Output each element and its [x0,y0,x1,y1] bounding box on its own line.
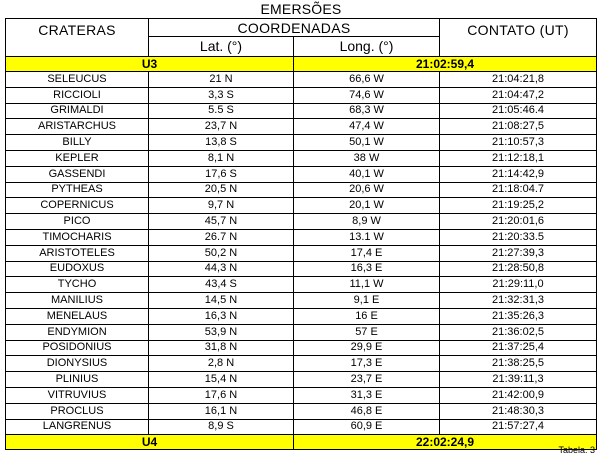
crater-name: MANILIUS [6,293,149,309]
crater-longitude: 74,6 W [294,87,440,103]
start-band-time: 21:02:59,4 [294,57,597,72]
contact-time: 21:29:11,0 [440,277,597,293]
crater-latitude: 53,9 N [149,324,294,340]
table-row [6,340,597,356]
contact-time: 21:42:00,9 [440,387,597,403]
table-row [6,372,597,388]
table-row [6,387,597,403]
table-row [6,293,597,309]
crater-latitude: 8,9 S [149,419,294,435]
table-row [6,103,597,119]
table-row [6,356,597,372]
crater-name: ARISTOTELES [6,245,149,261]
contact-time: 21:10:57,3 [440,135,597,151]
crater-longitude: 20,6 W [294,182,440,198]
crater-name: COPERNICUS [6,198,149,214]
table-row [6,403,597,419]
crater-longitude: 68,3 W [294,103,440,119]
contact-time: 21:19:25,2 [440,198,597,214]
crater-latitude: 9,7 N [149,198,294,214]
crater-name: TYCHO [6,277,149,293]
crater-latitude: 44,3 N [149,261,294,277]
crater-name: GRIMALDI [6,103,149,119]
crater-latitude: 13,8 S [149,135,294,151]
contact-time: 21:12:18,1 [440,150,597,166]
contact-time: 21:18:04.7 [440,182,597,198]
table-row [6,198,597,214]
table-row [6,324,597,340]
crater-latitude: 16,1 N [149,403,294,419]
crater-latitude: 20,5 N [149,182,294,198]
crater-name: SELEUCUS [6,72,149,88]
crater-longitude: 11,1 W [294,277,440,293]
crater-latitude: 17,6 S [149,166,294,182]
contact-time: 21:04:47,2 [440,87,597,103]
table-row [6,119,597,135]
crater-latitude: 8,1 N [149,150,294,166]
crater-latitude: 45,7 N [149,214,294,230]
contact-time: 21:14:42,9 [440,166,597,182]
crater-name: PROCLUS [6,403,149,419]
crater-longitude: 66,6 W [294,72,440,88]
crater-longitude: 20,1 W [294,198,440,214]
crater-latitude: 17,6 N [149,387,294,403]
contact-time: 21:35:26,3 [440,308,597,324]
crater-latitude: 26.7 N [149,229,294,245]
header-long: Long. (°) [294,37,440,57]
emersions-table [5,18,597,450]
crater-name: BILLY [6,135,149,151]
end-band-row [6,435,597,450]
crater-latitude: 50,2 N [149,245,294,261]
crater-latitude: 15,4 N [149,372,294,388]
table-row [6,166,597,182]
table-row [6,135,597,151]
crater-latitude: 5.5 S [149,103,294,119]
table-caption: EMERSÕES [260,1,342,17]
contact-time: 21:20:33.5 [440,229,597,245]
table-row [6,229,597,245]
contact-time: 21:57:27,4 [440,419,597,435]
contact-time: 21:27:39,3 [440,245,597,261]
end-band-time: 22:02:24,9 [294,435,597,450]
crater-name: POSIDONIUS [6,340,149,356]
crater-longitude: 40,1 W [294,166,440,182]
crater-latitude: 3,3 S [149,87,294,103]
crater-name: TIMOCHARIS [6,229,149,245]
contact-time: 21:38:25,5 [440,356,597,372]
crater-longitude: 16 E [294,308,440,324]
crater-name: ARISTARCHUS [6,119,149,135]
crater-name: ENDYMION [6,324,149,340]
contact-time: 21:36:02,5 [440,324,597,340]
crater-latitude: 2,8 N [149,356,294,372]
crater-name: VITRUVIUS [6,387,149,403]
contact-time: 21:37:25,4 [440,340,597,356]
crater-longitude: 16,3 E [294,261,440,277]
start-band-label: U3 [6,57,294,72]
crater-name: MENELAUS [6,308,149,324]
crater-longitude: 29,9 E [294,340,440,356]
crater-longitude: 60,9 E [294,419,440,435]
header-coordenadas: COORDENADAS [149,19,440,37]
table-row [6,72,597,88]
crater-latitude: 23,7 N [149,119,294,135]
crater-name: LANGRENUS [6,419,149,435]
header-crateras: CRATERAS [6,19,149,57]
crater-name: DIONYSIUS [6,356,149,372]
crater-longitude: 17,4 E [294,245,440,261]
table-row [6,245,597,261]
crater-longitude: 47,4 W [294,119,440,135]
crater-latitude: 43,4 S [149,277,294,293]
table-row [6,182,597,198]
table-note: Tabela. 3 [558,445,595,455]
table-row [6,87,597,103]
header-contato: CONTATO (UT) [440,19,597,57]
crater-name: KEPLER [6,150,149,166]
crater-longitude: 46,8 E [294,403,440,419]
contact-time: 21:32:31,3 [440,293,597,309]
start-band-row [6,57,597,72]
table-row [6,261,597,277]
table-row [6,308,597,324]
contact-time: 21:08:27,5 [440,119,597,135]
crater-longitude: 31,3 E [294,387,440,403]
crater-latitude: 16,3 N [149,308,294,324]
crater-longitude: 13.1 W [294,229,440,245]
contact-time: 21:48:30,3 [440,403,597,419]
contact-time: 21:28:50,8 [440,261,597,277]
crater-latitude: 31,8 N [149,340,294,356]
crater-longitude: 50,1 W [294,135,440,151]
contact-time: 21:04:21,8 [440,72,597,88]
table-row [6,419,597,435]
crater-longitude: 9,1 E [294,293,440,309]
crater-name: PYTHEAS [6,182,149,198]
crater-name: GASSENDI [6,166,149,182]
crater-longitude: 38 W [294,150,440,166]
table-row [6,150,597,166]
crater-latitude: 21 N [149,72,294,88]
header-row [6,19,597,37]
contact-time: 21:39:11,3 [440,372,597,388]
crater-name: RICCIOLI [6,87,149,103]
header-lat: Lat. (°) [149,37,294,57]
crater-longitude: 23,7 E [294,372,440,388]
crater-name: PICO [6,214,149,230]
end-band-label: U4 [6,435,294,450]
crater-longitude: 57 E [294,324,440,340]
crater-longitude: 17,3 E [294,356,440,372]
contact-time: 21:05:46.4 [440,103,597,119]
contact-time: 21:20:01,6 [440,214,597,230]
crater-name: EUDOXUS [6,261,149,277]
table-row [6,214,597,230]
crater-longitude: 8,9 W [294,214,440,230]
crater-latitude: 14,5 N [149,293,294,309]
table-row [6,277,597,293]
crater-name: PLINIUS [6,372,149,388]
